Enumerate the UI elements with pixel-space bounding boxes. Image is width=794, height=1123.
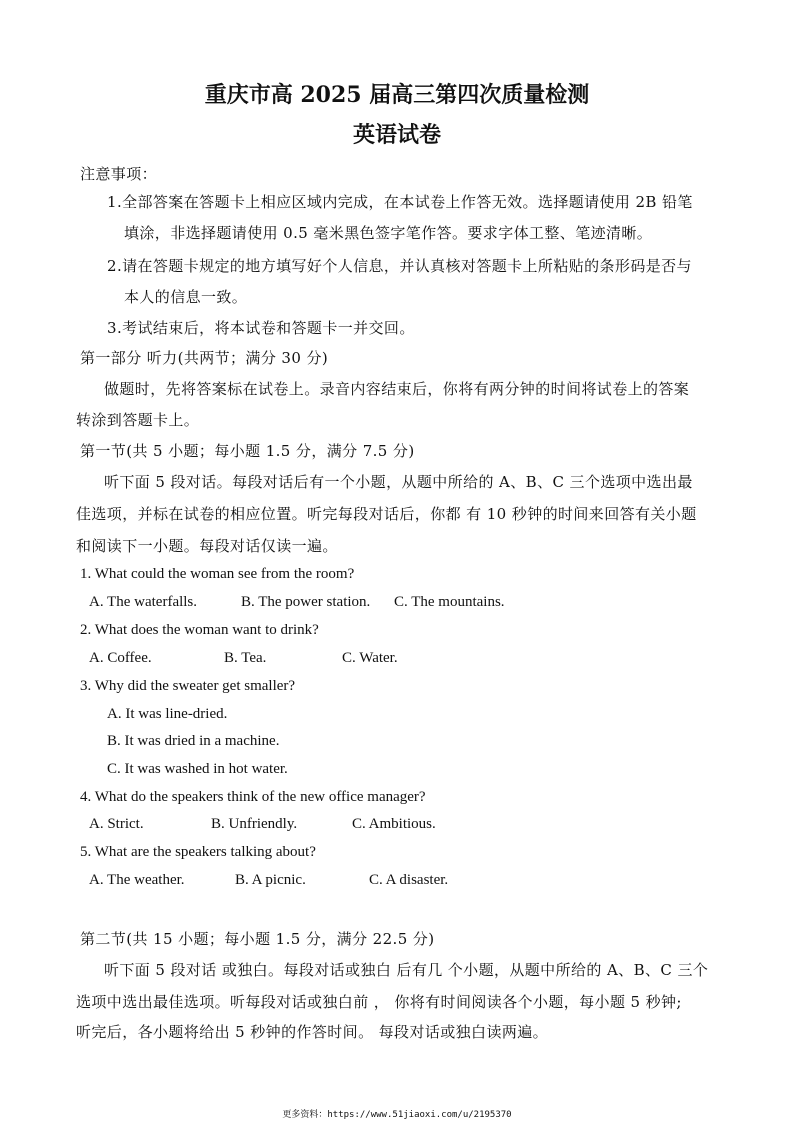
notice-item-1-line1: 1.全部答案在答题卡上相应区域内完成，在本试卷上作答无效。选择题请使用 2B 铅笔 — [107, 193, 693, 211]
exam-title: 重庆市高 2025 届高三第四次质量检测 — [204, 82, 590, 108]
question-3-option-c: C. It was washed in hot water. — [107, 761, 288, 777]
question-2: 2. What does the woman want to drink? — [80, 622, 319, 638]
footer-link[interactable]: 更多资料：https://www.51jiaoxi.com/u/2195370 — [282, 1110, 512, 1120]
question-2-option-b: B. Tea. — [224, 650, 267, 666]
notice-item-2-line1: 2.请在答题卡规定的地方填写好个人信息，并认真核对答题卡上所粘贴的条形码是否与 — [107, 257, 692, 275]
question-3-option-a: A. It was line-dried. — [107, 706, 228, 722]
section2-text-line1: 听下面 5 段对话 或独白。每段对话或独白 后有几 个小题，从题中所给的 A、B、C 三个 — [104, 961, 709, 979]
notice-item-1-line2: 填涂，非选择题请使用 0.5 毫米黑色签字笔作答。要求字体工整、笔迹清晰。 — [124, 224, 653, 242]
question-4-option-b: B. Unfriendly. — [211, 816, 298, 832]
part1-heading: 第一部分 听力(共两节；满分 30 分) — [80, 349, 329, 367]
part1-intro-line1: 做题时，先将答案标在试卷上。录音内容结束后，你将有两分钟的时间将试卷上的答案 — [104, 380, 690, 398]
question-5-option-b: B. A picnic. — [235, 872, 306, 888]
question-5-option-a: A. The weather. — [89, 872, 185, 888]
part1-intro-line2: 转涂到答题卡上。 — [76, 411, 200, 429]
exam-subtitle: 英语试卷 — [352, 122, 441, 148]
question-3: 3. Why did the sweater get smaller? — [80, 678, 296, 694]
question-5: 5. What are the speakers talking about? — [80, 844, 316, 860]
notice-heading: 注意事项： — [80, 165, 158, 183]
section2-text-line3: 听完后，各小题将给出 5 秒钟的作答时间。 每段对话或独白读两遍。 — [76, 1023, 549, 1041]
question-4: 4. What do the speakers think of the new office manager? — [80, 789, 426, 805]
section1-heading: 第一节(共 5 小题；每小题 1.5 分，满分 7.5 分) — [80, 442, 415, 460]
question-4-option-a: A. Strict. — [89, 816, 144, 832]
question-1-option-b: B. The power station. — [241, 594, 371, 610]
question-2-option-a: A. Coffee. — [89, 650, 152, 666]
question-1-option-a: A. The waterfalls. — [89, 594, 198, 610]
question-4-option-c: C. Ambitious. — [352, 816, 436, 832]
question-1-option-c: C. The mountains. — [394, 594, 505, 610]
question-1: 1. What could the woman see from the room? — [80, 566, 355, 582]
notice-item-2-line2: 本人的信息一致。 — [124, 288, 248, 306]
notice-item-3-line1: 3.考试结束后，将本试卷和答题卡一并交回。 — [107, 319, 415, 337]
section1-text-line2: 佳选项，并标在试卷的相应位置。听完每段对话后，你都 有 10 秒钟的时间来回答有关小题 — [76, 505, 697, 523]
section2-heading: 第二节(共 15 小题；每小题 1.5 分，满分 22.5 分) — [80, 930, 435, 948]
question-3-option-b: B. It was dried in a machine. — [107, 733, 280, 749]
question-2-option-c: C. Water. — [342, 650, 398, 666]
question-5-option-c: C. A disaster. — [369, 872, 449, 888]
section2-text-line2: 选项中选出最佳选项。听每段对话或独白前 ， 你将有时间阅读各个小题，每小题 5 秒钟; — [76, 993, 682, 1011]
section1-text-line3: 和阅读下一小题。每段对话仅读一遍。 — [76, 537, 338, 555]
section1-text-line1: 听下面 5 段对话。每段对话后有一个小题，从题中所给的 A、B、C 三个选项中选出最 — [104, 473, 693, 491]
